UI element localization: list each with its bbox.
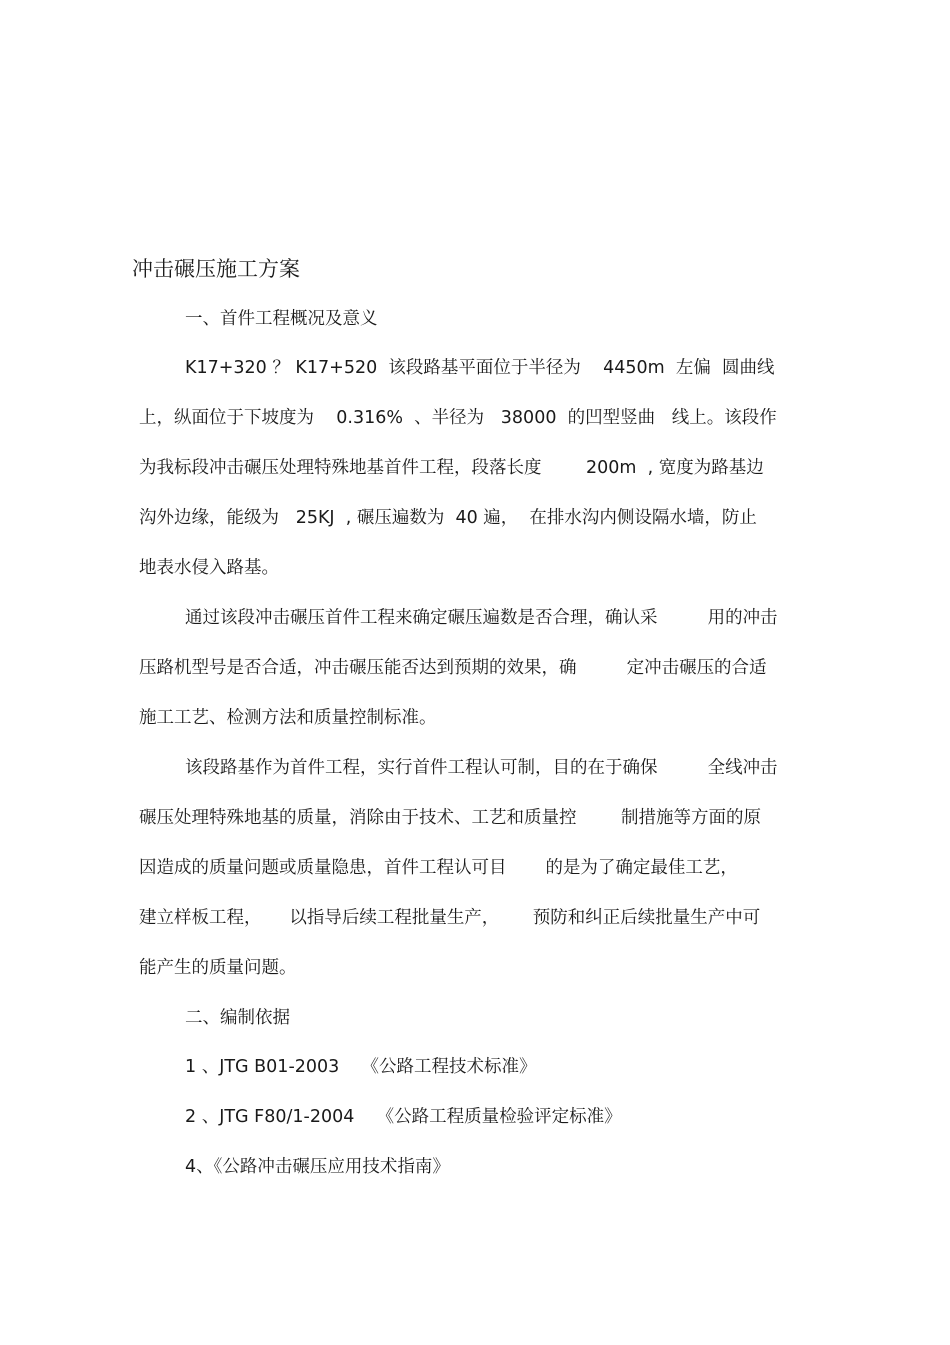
paragraph-line: 压路机型号是否合适，冲击碾压能否达到预期的效果，确 定冲击碾压的合适 <box>139 658 767 678</box>
paragraph-line: 建立样板工程， 以指导后续工程批量生产， 预防和纠正后续批量生产中可 <box>139 908 761 928</box>
paragraph-line: 上，纵面位于下坡度为 0.316% 、半径为 38000 的凹型竖曲 线上。该段作 <box>139 408 777 428</box>
paragraph-line: 施工工艺、检测方法和质量控制标准。 <box>139 708 437 728</box>
paragraph-line: 碾压处理特殊地基的质量，消除由于技术、工艺和质量控 制措施等方面的原 <box>139 808 761 828</box>
list-item: 4、《公路冲击碾压应用技术指南》 <box>185 1157 450 1177</box>
paragraph-line: 该段路基作为首件工程，实行首件工程认可制，目的在于确保 全线冲击 <box>185 758 778 778</box>
paragraph-line: 通过该段冲击碾压首件工程来确定碾压遍数是否合理，确认采 用的冲击 <box>185 608 778 628</box>
paragraph-line: 能产生的质量问题。 <box>139 958 297 978</box>
document-title: 冲击碾压施工方案 <box>132 257 300 281</box>
section-heading-2: 二、编制依据 <box>185 1008 290 1028</box>
list-item: 1 、JTG B01-2003 《公路工程技术标准》 <box>185 1057 537 1077</box>
paragraph-line: 沟外边缘，能级为 25KJ , 碾压遍数为 40 遍， 在排水沟内侧设隔水墙，防止 <box>139 508 757 528</box>
paragraph-line: 为我标段冲击碾压处理特殊地基首件工程，段落长度 200m , 宽度为路基边 <box>139 458 764 478</box>
paragraph-line: 地表水侵入路基。 <box>139 558 279 578</box>
paragraph-line: K17+320 ？ K17+520 该段路基平面位于半径为 4450m 左偏 圆曲线 <box>185 358 775 378</box>
list-item: 2 、JTG F80/1-2004 《公路工程质量检验评定标准》 <box>185 1107 622 1127</box>
section-heading-1: 一、首件工程概况及意义 <box>185 309 378 329</box>
paragraph-line: 因造成的质量问题或质量隐患，首件工程认可目 的是为了确定最佳工艺， <box>139 858 738 878</box>
